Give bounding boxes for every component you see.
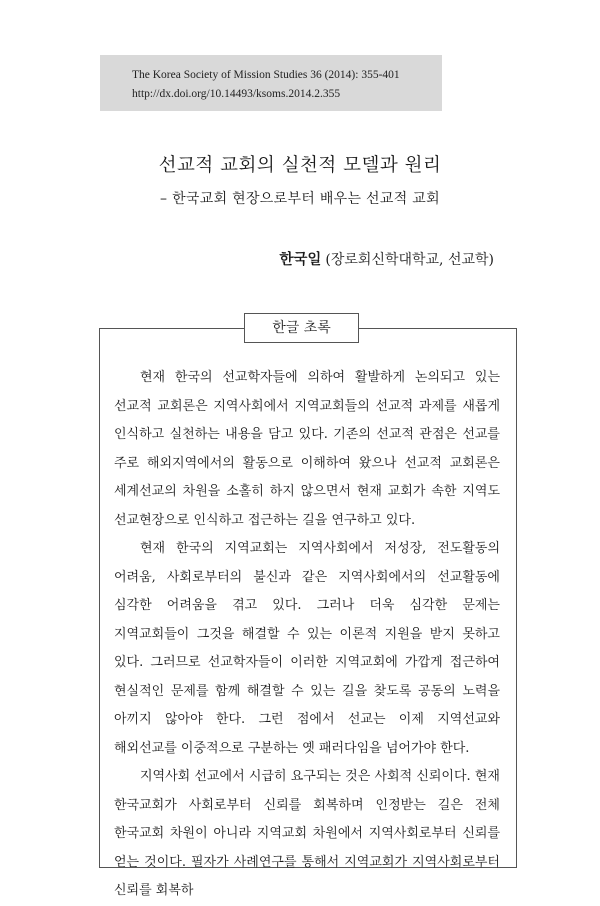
abstract-label: 한글 초록 [244,313,359,343]
journal-header [100,55,442,111]
doi-link[interactable]: http://dx.doi.org/10.14493/ksoms.2014.2.355 [132,88,341,100]
paper-title: 선교적 교회의 실천적 모델과 원리 [158,155,442,176]
abstract-paragraph-1: 현재 한국의 선교학자들에 의하여 활발하게 논의되고 있는 선교적 교회론은 지역사회에서 지역교회들의 선교적 과제를 새롭게 인식하고 실천하는 내용을 담고 있다. 기존의 선교적 관점은 선교를 주로 해외지역에서의 활동으로 이해하여 왔으나 선교적 교회론은 세계선교의 차원을 소홀히 하지 않으면서 현재 교회가 속한 지역도 선교현장으로 인식하고 접근하는 길을 연구하고 있다. [114,370,500,528]
journal-citation: The Korea Society of Mission Studies 36 (2014): 355-401 [132,69,400,81]
abstract-body [114,364,500,906]
abstract-paragraph-2: 현재 한국의 지역교회는 지역사회에서 저성장, 전도활동의 어려움, 사회로부터의 불신과 같은 지역사회에서의 선교활동에 심각한 어려움을 겪고 있다. 그러나 더욱 심각한 문제는 지역교회들이 그것을 해결할 수 있는 이론적 지원을 받지 못하고 있다. 그러므로 선교학자들이 이러한 지역교회에 가깝게 접근하여 현실적인 문제를 함께 해결할 수 있는 길을 찾도록 공동의 노력을 아끼지 않아야 한다. 그런 점에서 선교는 이제 지역선교와 해외선교를 이중적으로 구분하는 옛 패러다임을 넘어가야 한다. [114,541,500,756]
author-line [279,248,494,269]
abstract-paragraph-3: 지역사회 선교에서 시급히 요구되는 것은 사회적 신뢰이다. 현재 한국교회가 사회로부터 신뢰를 회복하며 인정받는 길은 전체 한국교회 차원이 아니라 지역교회 차원에서 지역사회로부터 신뢰를 얻는 것이다. 필자가 사례연구를 통해서 지역교회가 지역사회로부터 신뢰를 회복하 [114,769,500,898]
paper-subtitle: – 한국교회 현장으로부터 배우는 선교적 교회 [160,191,440,207]
author-affiliation: (장로회신학대학교, 선교학) [325,252,494,268]
author-name: 한국일 [279,252,322,268]
